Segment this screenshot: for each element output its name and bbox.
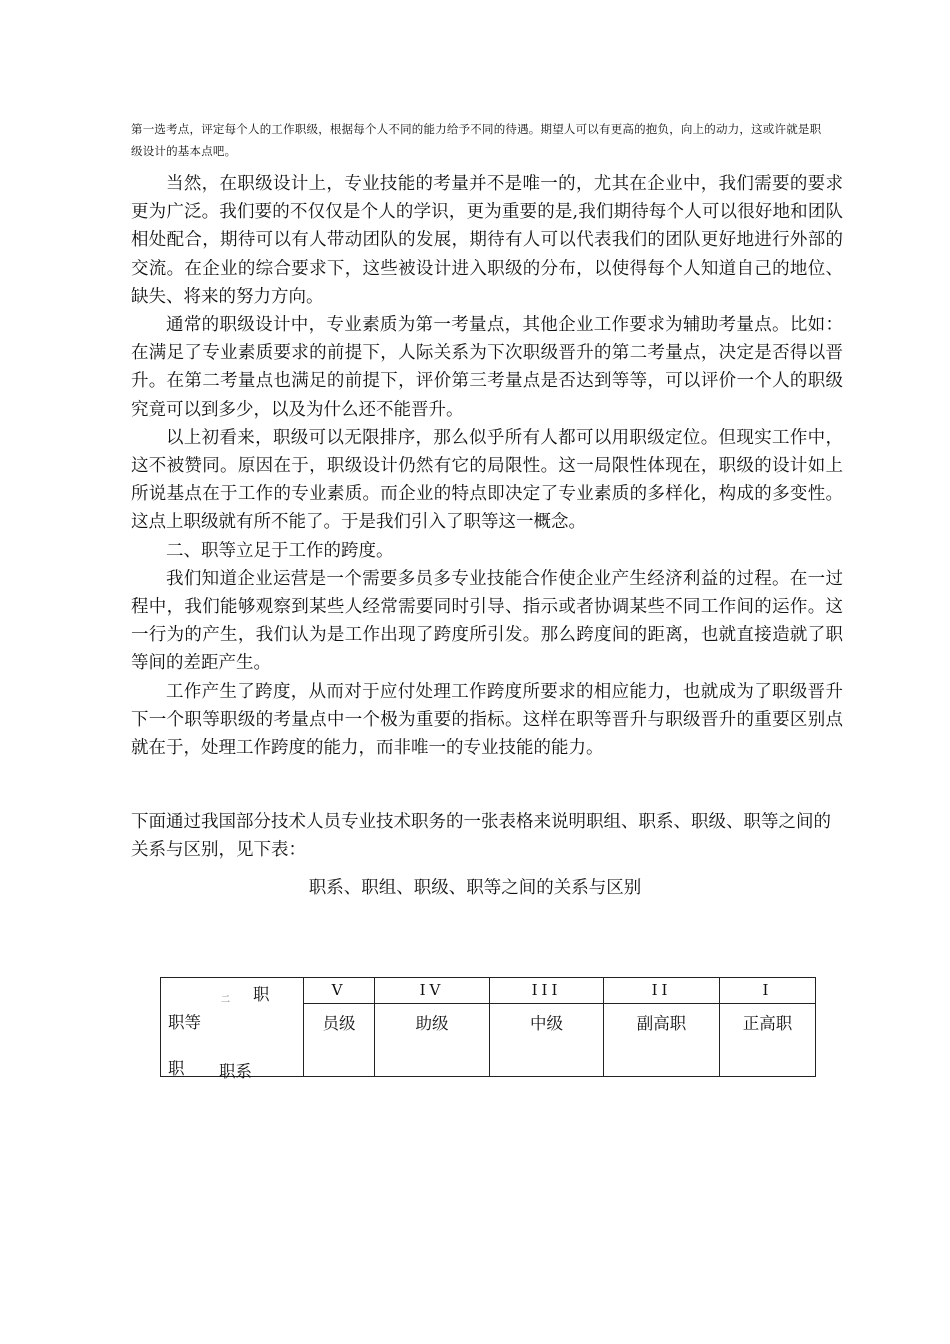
- corner-label-bottom-right: 职系: [219, 1062, 252, 1081]
- grade-header: II: [604, 978, 720, 1004]
- table-caption: 职系、职组、职级、职等之间的关系与区别: [308, 878, 642, 898]
- corner-label-top: 职: [253, 985, 270, 1004]
- level-cell: 员级: [304, 1004, 375, 1077]
- section-heading: 二、职等立足于工作的跨度。: [166, 540, 394, 561]
- level-cell: 中级: [490, 1004, 604, 1077]
- grade-table: [160, 977, 816, 1081]
- body-text: [131, 170, 843, 762]
- grade-header: IV: [375, 978, 490, 1004]
- corner-label-mid: 职等: [168, 1013, 201, 1032]
- top-note: 第一选考点，评定每个人的工作职级，根据每个人不同的能力给予不同的待遇。期望人可以有更高的抱负，向上的动力，这或许就是职级设计的基本点吧。: [131, 122, 822, 158]
- table-corner-cell: [161, 978, 304, 1081]
- paragraph: 工作产生了跨度，从而对于应付处理工作跨度所要求的相应能力，也就成为了职级晋升下一个职等职级的考量点中一个极为重要的指标。这样在职等晋升与职级晋升的重要区别点就在于，处理工作跨度的能力，而非唯一的专业技能的能力。: [131, 681, 843, 759]
- level-cell: 副高职: [604, 1004, 720, 1077]
- grade-header: V: [304, 978, 375, 1004]
- table-intro: [131, 808, 843, 864]
- grade-header: III: [490, 978, 604, 1004]
- paragraph: 当然，在职级设计上，专业技能的考量并不是唯一的，尤其在企业中，我们需要的要求更为广泛。我们要的不仅仅是个人的学识，更为重要的是,我们期待每个人可以很好地和团队相处配合，期待可以有人带动团队的发展，期待有人可以代表我们的团队更好地进行外部的交流。在企业的综合要求下，这些被设计进入职级的分布，以使得每个人知道自己的地位、缺失、将来的努力方向。: [131, 174, 843, 307]
- intro-text: 下面通过我国部分技术人员专业技术职务的一张表格来说明职组、职系、职级、职等之间的关系与区别，见下表：: [131, 812, 831, 860]
- paragraph: 我们知道企业运营是一个需要多员多专业技能合作使企业产生经济利益的过程。在一过程中，我们能够观察到某些人经常需要同时引导、指示或者协调某些不同工作间的运作。这一行为的产生，我们认为是工作出现了跨度所引发。那么跨度间的距离，也就直接造就了职等间的差距产生。: [131, 568, 843, 674]
- paragraph: 以上初看来，职级可以无限排序，那么似乎所有人都可以用职级定位。但现实工作中，这不被赞同。原因在于，职级设计仍然有它的局限性。这一局限性体现在，职级的设计如上所说基点在于工作的专业素质。而企业的特点即决定了专业素质的多样化，构成的多变性。这点上职级就有所不能了。于是我们引入了职等这一概念。: [131, 427, 843, 533]
- paragraph: 通常的职级设计中，专业素质为第一考量点，其他企业工作要求为辅助考量点。比如：在满足了专业素质要求的前提下，人际关系为下次职级晋升的第二考量点，决定是否得以晋升。在第二考量点也满足的前提下，评价第三考量点是否达到等等，可以评价一个人的职级究竟可以到多少，以及为什么还不能晋升。: [131, 315, 843, 420]
- corner-label-bottom-left: 职: [168, 1059, 185, 1078]
- corner-label-tick: 二: [221, 995, 231, 1005]
- level-cell: 正高职: [720, 1004, 816, 1077]
- level-cell: 助级: [375, 1004, 490, 1077]
- grade-header: I: [720, 978, 816, 1004]
